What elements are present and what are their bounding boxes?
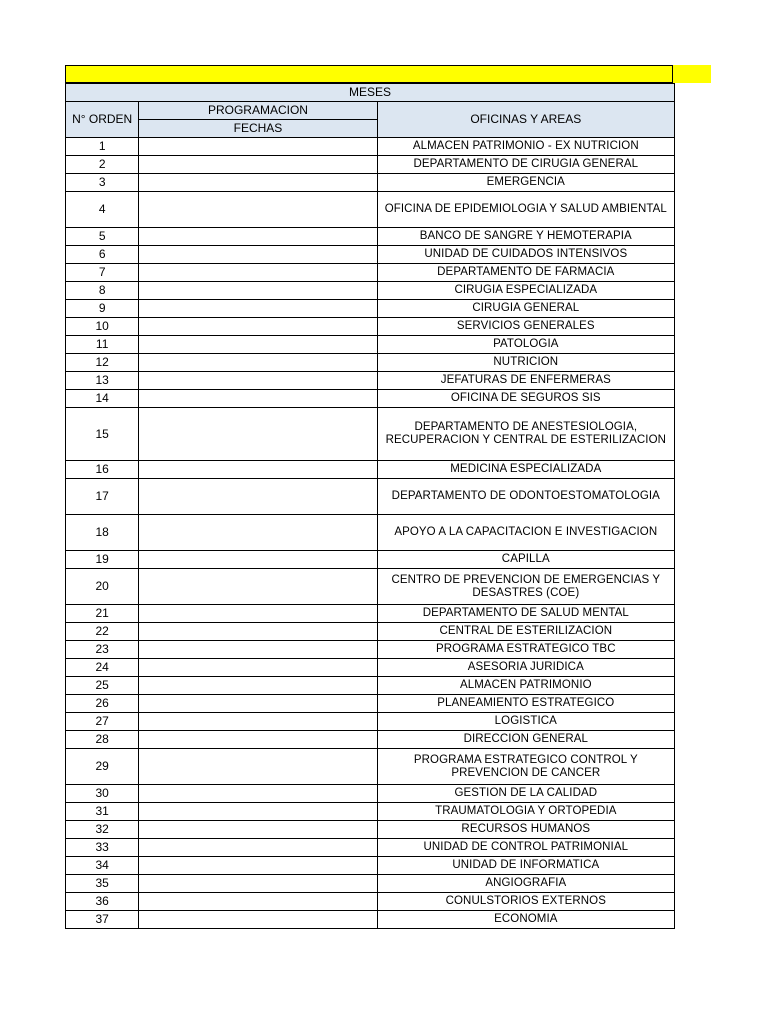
table-row <box>66 821 675 839</box>
oficina-cell[interactable]: SERVICIOS GENERALES <box>377 318 674 336</box>
table-row <box>66 803 675 821</box>
table-row <box>66 372 675 390</box>
orden-cell[interactable]: 29 <box>66 749 139 785</box>
fecha-cell[interactable] <box>139 174 377 192</box>
table-row <box>66 911 675 929</box>
table-row <box>66 336 675 354</box>
oficina-cell[interactable]: JEFATURAS DE ENFERMERAS <box>377 372 674 390</box>
fecha-cell[interactable] <box>139 785 377 803</box>
table-row <box>66 174 675 192</box>
orden-cell[interactable]: 5 <box>66 228 139 246</box>
oficina-cell[interactable]: PROGRAMA ESTRATEGICO TBC <box>377 641 674 659</box>
oficina-cell[interactable]: CIRUGIA GENERAL <box>377 300 674 318</box>
oficina-cell[interactable]: CENTRO DE PREVENCION DE EMERGENCIAS Y DESASTRES (COE) <box>377 569 674 605</box>
fecha-cell[interactable] <box>139 875 377 893</box>
oficina-cell[interactable]: CIRUGIA ESPECIALIZADA <box>377 282 674 300</box>
table-row <box>66 300 675 318</box>
fecha-cell[interactable] <box>139 803 377 821</box>
title-bar <box>65 65 673 83</box>
orden-cell[interactable]: 9 <box>66 300 139 318</box>
oficina-cell[interactable]: PROGRAMA ESTRATEGICO CONTROL Y PREVENCION DE CANCER <box>377 749 674 785</box>
oficina-cell[interactable]: ALMACEN PATRIMONIO <box>377 677 674 695</box>
orden-cell[interactable]: 26 <box>66 695 139 713</box>
title-bar-highlight <box>673 65 711 83</box>
oficina-cell[interactable]: DEPARTAMENTO DE ANESTESIOLOGIA, RECUPERACION Y CENTRAL DE ESTERILIZACION <box>377 408 674 461</box>
fecha-cell[interactable] <box>139 749 377 785</box>
orden-cell[interactable]: 2 <box>66 156 139 174</box>
orden-cell[interactable]: 10 <box>66 318 139 336</box>
orden-cell[interactable]: 14 <box>66 390 139 408</box>
fecha-cell[interactable] <box>139 282 377 300</box>
oficina-cell[interactable]: RECURSOS HUMANOS <box>377 821 674 839</box>
fecha-cell[interactable] <box>139 641 377 659</box>
orden-cell[interactable]: 18 <box>66 515 139 551</box>
orden-cell[interactable]: 28 <box>66 731 139 749</box>
fecha-cell[interactable] <box>139 318 377 336</box>
orden-cell[interactable]: 23 <box>66 641 139 659</box>
oficina-cell[interactable]: DEPARTAMENTO DE CIRUGIA GENERAL <box>377 156 674 174</box>
orden-cell[interactable]: 6 <box>66 246 139 264</box>
oficinas-header[interactable]: OFICINAS Y AREAS <box>377 102 674 138</box>
table-row <box>66 264 675 282</box>
fecha-cell[interactable] <box>139 515 377 551</box>
table-row <box>66 893 675 911</box>
table-row <box>66 479 675 515</box>
oficina-cell[interactable]: DEPARTAMENTO DE SALUD MENTAL <box>377 605 674 623</box>
oficina-cell[interactable]: MEDICINA ESPECIALIZADA <box>377 461 674 479</box>
table-row <box>66 713 675 731</box>
oficina-cell[interactable]: UNIDAD DE CUIDADOS INTENSIVOS <box>377 246 674 264</box>
oficina-cell[interactable]: DIRECCION GENERAL <box>377 731 674 749</box>
orden-cell[interactable]: 21 <box>66 605 139 623</box>
table-row <box>66 354 675 372</box>
table-row <box>66 138 675 156</box>
fecha-cell[interactable] <box>139 138 377 156</box>
table-row <box>66 839 675 857</box>
fecha-cell[interactable] <box>139 731 377 749</box>
table-row <box>66 569 675 605</box>
oficina-cell[interactable]: ALMACEN PATRIMONIO - EX NUTRICION <box>377 138 674 156</box>
oficina-cell[interactable]: OFICINA DE SEGUROS SIS <box>377 390 674 408</box>
orden-cell[interactable]: 22 <box>66 623 139 641</box>
fecha-cell[interactable] <box>139 372 377 390</box>
oficina-cell[interactable]: ASESORIA JURIDICA <box>377 659 674 677</box>
orden-cell[interactable]: 8 <box>66 282 139 300</box>
oficina-cell[interactable]: PATOLOGIA <box>377 336 674 354</box>
fecha-cell[interactable] <box>139 551 377 569</box>
orden-cell[interactable]: 3 <box>66 174 139 192</box>
fecha-cell[interactable] <box>139 911 377 929</box>
oficina-cell[interactable]: UNIDAD DE INFORMATICA <box>377 857 674 875</box>
fecha-cell[interactable] <box>139 605 377 623</box>
oficina-cell[interactable]: UNIDAD DE CONTROL PATRIMONIAL <box>377 839 674 857</box>
fecha-cell[interactable] <box>139 300 377 318</box>
fecha-cell[interactable] <box>139 839 377 857</box>
fecha-cell[interactable] <box>139 408 377 461</box>
orden-cell[interactable]: 24 <box>66 659 139 677</box>
orden-cell[interactable]: 7 <box>66 264 139 282</box>
fecha-cell[interactable] <box>139 479 377 515</box>
table-row <box>66 192 675 228</box>
orden-cell[interactable]: 27 <box>66 713 139 731</box>
table-row <box>66 515 675 551</box>
orden-cell[interactable]: 33 <box>66 839 139 857</box>
fecha-cell[interactable] <box>139 893 377 911</box>
fecha-cell[interactable] <box>139 857 377 875</box>
oficina-cell[interactable]: CAPILLA <box>377 551 674 569</box>
fecha-cell[interactable] <box>139 246 377 264</box>
table-row <box>66 677 675 695</box>
orden-cell[interactable]: 25 <box>66 677 139 695</box>
orden-cell[interactable]: 12 <box>66 354 139 372</box>
fecha-cell[interactable] <box>139 156 377 174</box>
fecha-cell[interactable] <box>139 569 377 605</box>
fecha-cell[interactable] <box>139 821 377 839</box>
fecha-cell[interactable] <box>139 713 377 731</box>
table-row <box>66 390 675 408</box>
oficina-cell[interactable]: NUTRICION <box>377 354 674 372</box>
table-row <box>66 695 675 713</box>
orden-cell[interactable]: 16 <box>66 461 139 479</box>
oficina-cell[interactable]: BANCO DE SANGRE Y HEMOTERAPIA <box>377 228 674 246</box>
fechas-header[interactable]: FECHAS <box>139 120 377 138</box>
meses-header[interactable]: MESES <box>66 84 675 102</box>
oficina-cell[interactable]: LOGISTICA <box>377 713 674 731</box>
orden-cell[interactable]: 11 <box>66 336 139 354</box>
fecha-cell[interactable] <box>139 336 377 354</box>
table-row <box>66 605 675 623</box>
orden-cell[interactable]: 34 <box>66 857 139 875</box>
fecha-cell[interactable] <box>139 461 377 479</box>
orden-cell[interactable]: 30 <box>66 785 139 803</box>
fecha-cell[interactable] <box>139 659 377 677</box>
oficina-cell[interactable]: ANGIOGRAFIA <box>377 875 674 893</box>
fecha-cell[interactable] <box>139 192 377 228</box>
table-row <box>66 749 675 785</box>
table-row <box>66 875 675 893</box>
fecha-cell[interactable] <box>139 695 377 713</box>
table-row <box>66 282 675 300</box>
orden-cell[interactable]: 17 <box>66 479 139 515</box>
fecha-cell[interactable] <box>139 623 377 641</box>
orden-cell[interactable]: 31 <box>66 803 139 821</box>
oficina-cell[interactable]: DEPARTAMENTO DE ODONTOESTOMATOLOGIA <box>377 479 674 515</box>
orden-cell[interactable]: 35 <box>66 875 139 893</box>
oficina-cell[interactable]: PLANEAMIENTO ESTRATEGICO <box>377 695 674 713</box>
orden-cell[interactable]: 19 <box>66 551 139 569</box>
oficina-cell[interactable]: EMERGENCIA <box>377 174 674 192</box>
orden-cell[interactable]: 36 <box>66 893 139 911</box>
table-row <box>66 408 675 461</box>
table-row <box>66 623 675 641</box>
orden-cell[interactable]: 4 <box>66 192 139 228</box>
orden-cell[interactable]: 32 <box>66 821 139 839</box>
fecha-cell[interactable] <box>139 354 377 372</box>
oficina-cell[interactable]: OFICINA DE EPIDEMIOLOGIA Y SALUD AMBIENTAL <box>377 192 674 228</box>
programacion-header[interactable]: PROGRAMACION <box>139 102 377 120</box>
fecha-cell[interactable] <box>139 228 377 246</box>
table-row <box>66 641 675 659</box>
table-row <box>66 731 675 749</box>
table-row <box>66 228 675 246</box>
table-row <box>66 659 675 677</box>
table-row <box>66 785 675 803</box>
fecha-cell[interactable] <box>139 264 377 282</box>
table-row <box>66 857 675 875</box>
oficina-cell[interactable]: DEPARTAMENTO DE FARMACIA <box>377 264 674 282</box>
oficina-cell[interactable]: CENTRAL DE ESTERILIZACION <box>377 623 674 641</box>
table-body <box>66 138 675 929</box>
orden-cell[interactable]: 13 <box>66 372 139 390</box>
oficina-cell[interactable]: CONULSTORIOS EXTERNOS <box>377 893 674 911</box>
orden-cell[interactable]: 37 <box>66 911 139 929</box>
orden-cell[interactable]: 20 <box>66 569 139 605</box>
table-row <box>66 318 675 336</box>
oficina-cell[interactable]: TRAUMATOLOGIA Y ORTOPEDIA <box>377 803 674 821</box>
table-row <box>66 246 675 264</box>
oficina-cell[interactable]: ECONOMIA <box>377 911 674 929</box>
schedule-table <box>65 83 675 929</box>
orden-header[interactable]: N° ORDEN <box>66 102 139 138</box>
orden-cell[interactable]: 1 <box>66 138 139 156</box>
fecha-cell[interactable] <box>139 390 377 408</box>
orden-cell[interactable]: 15 <box>66 408 139 461</box>
table-row <box>66 551 675 569</box>
fecha-cell[interactable] <box>139 677 377 695</box>
table-row <box>66 156 675 174</box>
oficina-cell[interactable]: GESTION DE LA CALIDAD <box>377 785 674 803</box>
table-row <box>66 461 675 479</box>
oficina-cell[interactable]: APOYO A LA CAPACITACION E INVESTIGACION <box>377 515 674 551</box>
